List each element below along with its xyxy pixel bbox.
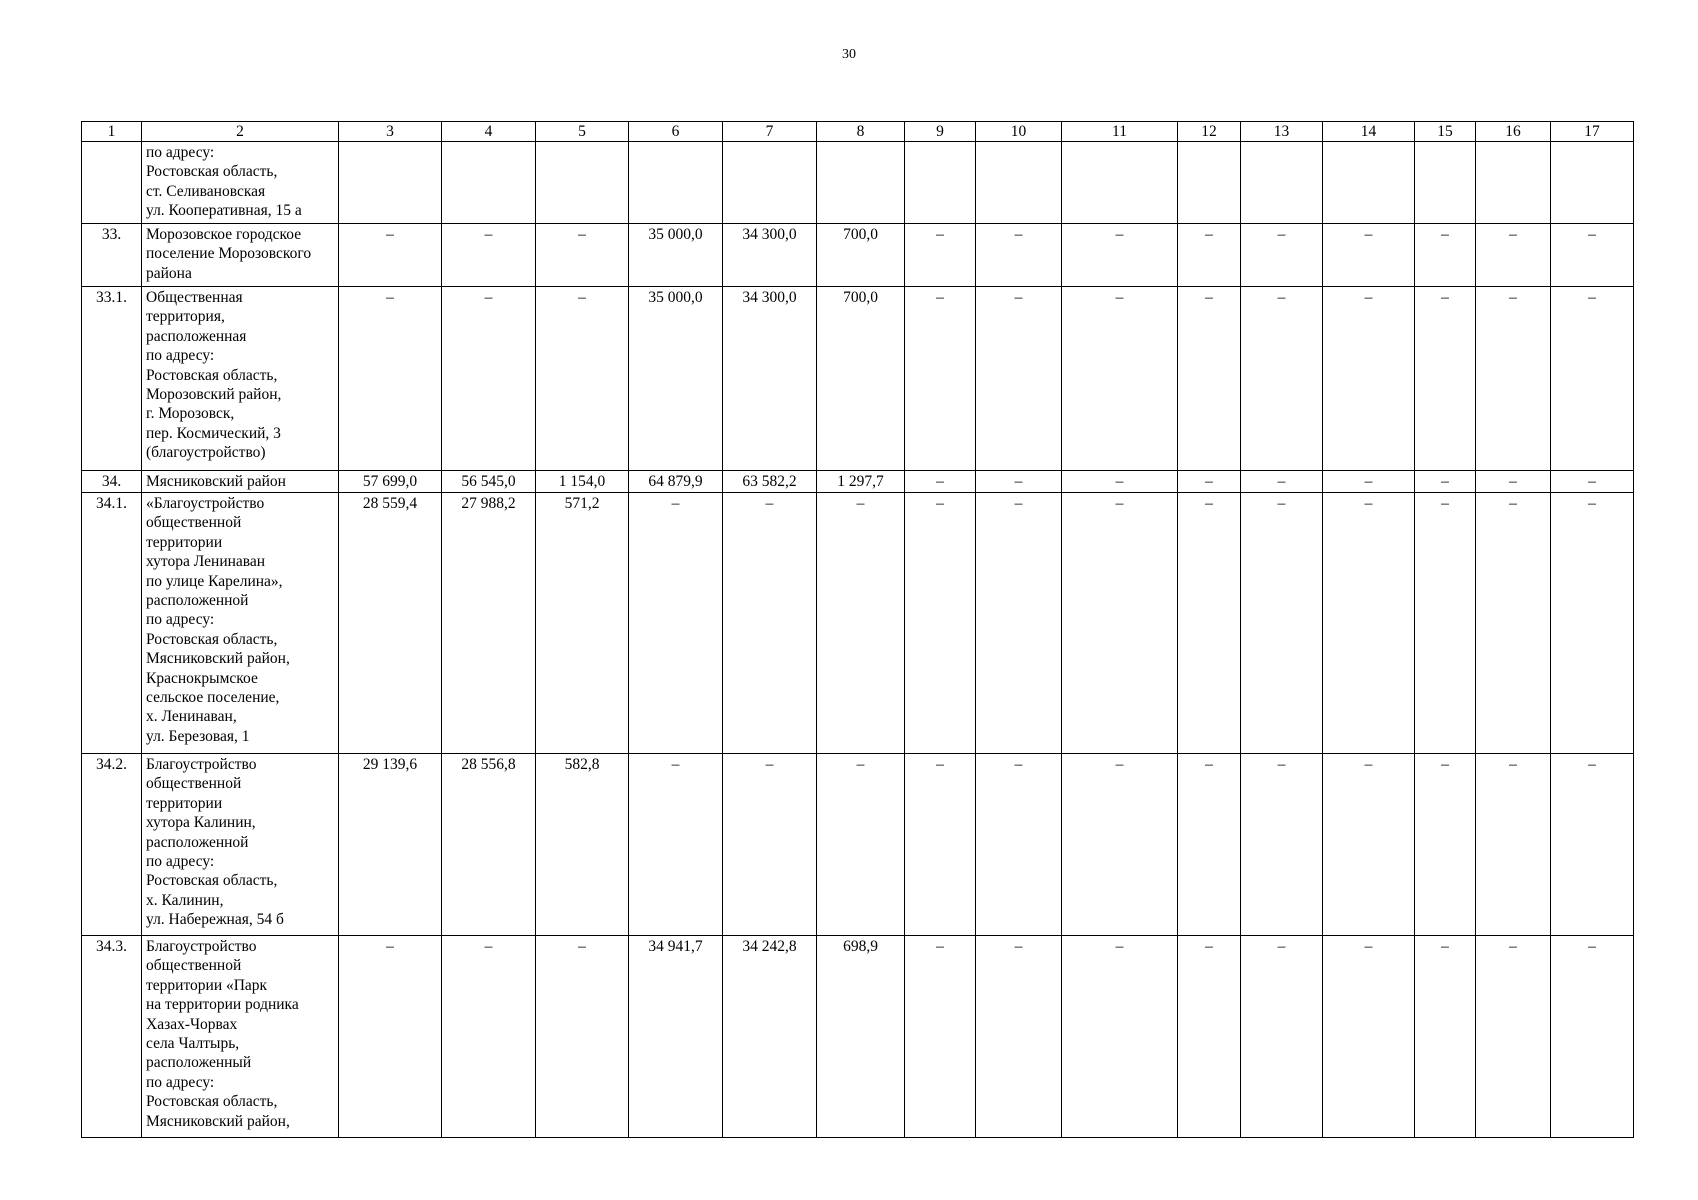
column-header: 11 (1062, 122, 1178, 142)
value-cell: – (1551, 471, 1634, 493)
value-cell: – (976, 493, 1062, 754)
name-line: территории (146, 533, 223, 551)
value-cell: 700,0 (817, 287, 905, 471)
name-line: общественной (146, 514, 242, 532)
name-line: пер. Космический, 3 (146, 424, 281, 442)
value-cell: 27 988,2 (442, 493, 536, 754)
value-cell: 582,8 (536, 754, 629, 936)
value-cell: – (442, 224, 536, 287)
column-header: 6 (629, 122, 723, 142)
name-line: г. Морозовск, (146, 405, 235, 423)
value-cell (1178, 142, 1241, 224)
value-cell: – (1241, 224, 1323, 287)
row-name (142, 936, 339, 1138)
name-line: по адресу: (146, 347, 215, 365)
value-cell (1476, 142, 1551, 224)
row-number: 34.1. (82, 493, 142, 754)
table-row (82, 224, 1634, 287)
row-name (142, 224, 339, 287)
value-cell: – (1062, 471, 1178, 493)
value-cell: – (976, 471, 1062, 493)
value-cell: – (1415, 471, 1476, 493)
table-row (82, 754, 1634, 936)
value-cell: – (1062, 754, 1178, 936)
name-line: расположенной (146, 833, 249, 851)
value-cell: 57 699,0 (339, 471, 442, 493)
name-line: Мясниковский район, (146, 650, 290, 668)
value-cell: – (1476, 936, 1551, 1138)
name-line: Морозовский район, (146, 386, 282, 404)
name-line: Ростовская область, (146, 366, 278, 384)
value-cell: – (442, 287, 536, 471)
table-row (82, 493, 1634, 754)
value-cell: – (1415, 754, 1476, 936)
value-cell: – (1551, 754, 1634, 936)
name-line: по адресу: (146, 1073, 215, 1091)
value-cell: 63 582,2 (723, 471, 817, 493)
page-number: 30 (842, 47, 856, 62)
row-name (142, 471, 339, 493)
row-number: 34.2. (82, 754, 142, 936)
value-cell: – (1062, 224, 1178, 287)
name-line: х. Калинин, (146, 891, 224, 909)
name-line: территории «Парк (146, 976, 268, 994)
value-cell: – (1551, 224, 1634, 287)
column-header: 14 (1323, 122, 1415, 142)
value-cell (976, 142, 1062, 224)
name-line: Краснокрымское (146, 669, 258, 687)
row-number: 34. (82, 471, 142, 493)
value-cell (1241, 142, 1323, 224)
name-line: села Чалтырь, (146, 1035, 240, 1053)
column-header: 15 (1415, 122, 1476, 142)
value-cell: – (1323, 287, 1415, 471)
value-cell: – (629, 493, 723, 754)
value-cell: – (339, 936, 442, 1138)
column-header: 7 (723, 122, 817, 142)
table-row (82, 471, 1634, 493)
name-line: Морозовское городское (146, 226, 302, 243)
value-cell: – (905, 936, 976, 1138)
name-line: на территории родника (146, 996, 299, 1014)
name-line: расположенной (146, 592, 249, 610)
value-cell: – (1241, 287, 1323, 471)
column-header: 10 (976, 122, 1062, 142)
name-line: х. Ленинаван, (146, 708, 237, 726)
value-cell: – (1415, 936, 1476, 1138)
table-body (82, 122, 1634, 1138)
value-cell (817, 142, 905, 224)
name-line: Ростовская область, (146, 872, 278, 890)
name-line: «Благоустройство (146, 495, 265, 512)
column-header: 16 (1476, 122, 1551, 142)
value-cell: – (976, 936, 1062, 1138)
name-line: Общественная (146, 289, 243, 306)
row-name (142, 754, 339, 936)
value-cell (723, 142, 817, 224)
name-line: по адресу: (146, 144, 215, 161)
column-header: 13 (1241, 122, 1323, 142)
value-cell: – (1476, 754, 1551, 936)
name-line: территории (146, 794, 223, 812)
value-cell (1323, 142, 1415, 224)
value-cell: – (1323, 936, 1415, 1138)
value-cell: – (1323, 493, 1415, 754)
value-cell: 64 879,9 (629, 471, 723, 493)
row-number (82, 142, 142, 224)
value-cell (629, 142, 723, 224)
table-row (82, 142, 1634, 224)
name-line: по улице Карелина», (146, 572, 283, 590)
value-cell: – (1323, 754, 1415, 936)
value-cell (1551, 142, 1634, 224)
value-cell: – (1062, 287, 1178, 471)
value-cell: 28 556,8 (442, 754, 536, 936)
value-cell: – (976, 287, 1062, 471)
column-header: 3 (339, 122, 442, 142)
value-cell: – (905, 493, 976, 754)
name-line: Ростовская область, (146, 630, 278, 648)
value-cell: – (536, 936, 629, 1138)
name-line: Мясниковский район, (146, 1112, 290, 1130)
value-cell: 700,0 (817, 224, 905, 287)
value-cell: 34 941,7 (629, 936, 723, 1138)
value-cell: – (1551, 287, 1634, 471)
column-header: 5 (536, 122, 629, 142)
value-cell: – (817, 754, 905, 936)
row-number: 33.1. (82, 287, 142, 471)
name-line: хутора Калинин, (146, 814, 256, 832)
value-cell: – (723, 493, 817, 754)
value-cell: – (905, 471, 976, 493)
value-cell: – (1178, 754, 1241, 936)
value-cell: – (1178, 224, 1241, 287)
value-cell: – (1241, 493, 1323, 754)
value-cell: – (339, 287, 442, 471)
name-line: по адресу: (146, 611, 215, 629)
value-cell: – (536, 287, 629, 471)
table-row (82, 936, 1634, 1138)
value-cell: – (1551, 493, 1634, 754)
name-line: Ростовская область, (146, 1093, 278, 1111)
name-line: Благоустройство (146, 756, 257, 773)
header-row (82, 122, 1634, 142)
value-cell (905, 142, 976, 224)
value-cell: – (1178, 287, 1241, 471)
value-cell: – (1062, 493, 1178, 754)
column-header: 8 (817, 122, 905, 142)
value-cell: – (1062, 936, 1178, 1138)
value-cell: 1 154,0 (536, 471, 629, 493)
value-cell: – (1323, 471, 1415, 493)
column-header: 9 (905, 122, 976, 142)
name-line: Благоустройство (146, 938, 257, 955)
value-cell: – (536, 224, 629, 287)
name-line: ст. Селивановская (146, 182, 266, 200)
value-cell: – (817, 493, 905, 754)
value-cell: – (905, 224, 976, 287)
name-line: общественной (146, 957, 242, 975)
column-header: 17 (1551, 122, 1634, 142)
value-cell: 34 300,0 (723, 287, 817, 471)
column-header: 2 (142, 122, 339, 142)
value-cell (536, 142, 629, 224)
name-line: хутора Ленинаван (146, 553, 266, 571)
value-cell: – (339, 224, 442, 287)
name-line: ул. Березовая, 1 (146, 727, 250, 745)
data-table (81, 121, 1634, 1138)
name-line: поселение Морозовского (146, 245, 312, 263)
value-cell: 34 300,0 (723, 224, 817, 287)
value-cell: – (1241, 754, 1323, 936)
name-line: района (146, 264, 192, 282)
name-line: ул. Кооперативная, 15 а (146, 202, 302, 220)
value-cell: – (976, 754, 1062, 936)
value-cell: 28 559,4 (339, 493, 442, 754)
value-cell: 571,2 (536, 493, 629, 754)
name-line: общественной (146, 775, 242, 793)
value-cell (1415, 142, 1476, 224)
name-line: Ростовская область, (146, 163, 278, 181)
column-header: 1 (82, 122, 142, 142)
value-cell: – (1476, 493, 1551, 754)
name-line: (благоустройство) (146, 444, 266, 462)
value-cell: – (629, 754, 723, 936)
value-cell: 35 000,0 (629, 224, 723, 287)
value-cell: – (1476, 224, 1551, 287)
value-cell: 1 297,7 (817, 471, 905, 493)
name-line: расположенная (146, 327, 247, 345)
value-cell: – (1178, 936, 1241, 1138)
value-cell: – (723, 754, 817, 936)
value-cell: – (905, 754, 976, 936)
row-name (142, 287, 339, 471)
value-cell: – (1323, 224, 1415, 287)
row-number: 34.3. (82, 936, 142, 1138)
value-cell: 698,9 (817, 936, 905, 1138)
value-cell: – (1476, 471, 1551, 493)
column-header: 12 (1178, 122, 1241, 142)
value-cell (1062, 142, 1178, 224)
value-cell (442, 142, 536, 224)
value-cell: 56 545,0 (442, 471, 536, 493)
value-cell: – (976, 224, 1062, 287)
name-line: расположенный (146, 1054, 252, 1072)
name-line: территория, (146, 308, 225, 326)
value-cell: – (442, 936, 536, 1138)
row-number: 33. (82, 224, 142, 287)
value-cell: – (1415, 224, 1476, 287)
value-cell: 34 242,8 (723, 936, 817, 1138)
name-line: Хазах-Чорвах (146, 1015, 238, 1033)
row-name (142, 493, 339, 754)
value-cell: – (1178, 471, 1241, 493)
value-cell: 29 139,6 (339, 754, 442, 936)
value-cell: – (1415, 493, 1476, 754)
name-line: по адресу: (146, 853, 215, 871)
value-cell (339, 142, 442, 224)
value-cell: 35 000,0 (629, 287, 723, 471)
value-cell: – (1551, 936, 1634, 1138)
column-header: 4 (442, 122, 536, 142)
value-cell: – (1476, 287, 1551, 471)
row-name (142, 142, 339, 224)
table-row (82, 287, 1634, 471)
value-cell: – (905, 287, 976, 471)
value-cell: – (1241, 471, 1323, 493)
value-cell: – (1178, 493, 1241, 754)
value-cell: – (1241, 936, 1323, 1138)
name-line: сельское поселение, (146, 689, 280, 707)
name-line: ул. Набережная, 54 б (146, 911, 284, 929)
value-cell: – (1415, 287, 1476, 471)
name-line: Мясниковский район (146, 473, 286, 490)
